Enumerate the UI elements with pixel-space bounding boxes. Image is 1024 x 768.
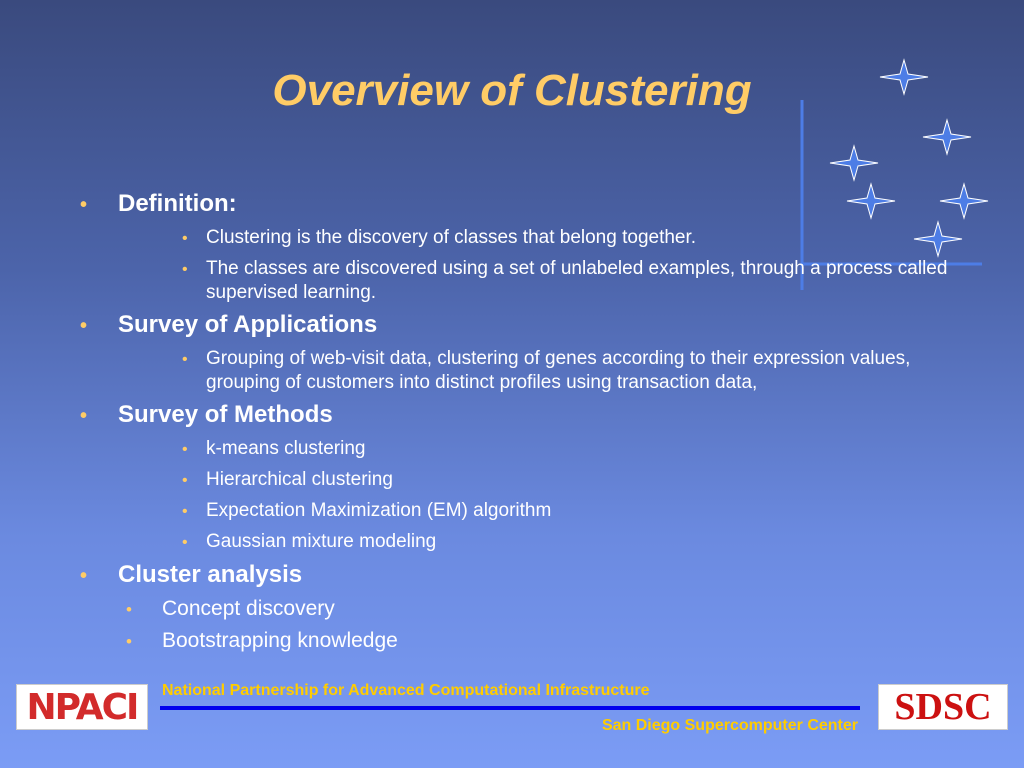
list-item-text: Clustering is the discovery of classes that belong together.: [206, 227, 697, 248]
bullet: •: [80, 565, 88, 587]
bullet: •: [182, 351, 188, 368]
section-heading: [72, 311, 992, 339]
list-item: [126, 629, 992, 653]
list-item: [182, 468, 992, 493]
list-item: [182, 257, 992, 305]
bullet: •: [80, 315, 88, 337]
list-item-text: The classes are discovered using a set of unlabeled examples, through a process called supervised learning.: [206, 258, 948, 303]
bullet: •: [182, 472, 188, 489]
list-item-text: k-means clustering: [206, 438, 366, 459]
list-item-text: Expectation Maximization (EM) algorithm: [206, 500, 552, 521]
footer-divider: [160, 706, 860, 710]
bullet: •: [182, 441, 188, 458]
section-heading-text: Definition:: [118, 190, 237, 217]
footer-center-name: San Diego Supercomputer Center: [601, 717, 858, 734]
bullet: •: [80, 194, 88, 216]
slide-title: Overview of Clustering: [272, 66, 752, 115]
list-item-text: Gaussian mixture modeling: [206, 531, 437, 552]
list-item: [182, 226, 992, 251]
star-icon: [923, 120, 971, 154]
bullet: •: [126, 632, 132, 651]
bullet: •: [126, 600, 132, 619]
bullet: •: [182, 503, 188, 520]
npaci-logo: NPACI: [16, 684, 148, 730]
star-icon: [830, 146, 878, 180]
list-item-text: Hierarchical clustering: [206, 469, 393, 490]
section-heading: [72, 190, 992, 218]
section-heading-text: Cluster analysis: [118, 561, 303, 588]
slide-body: [72, 190, 992, 661]
bullet: •: [80, 405, 88, 427]
section-heading-text: Survey of Methods: [118, 401, 333, 428]
bullet: •: [182, 261, 188, 278]
list-item: [182, 437, 992, 462]
list-item-text: Bootstrapping knowledge: [162, 629, 398, 652]
footer-org-name: National Partnership for Advanced Computational Infrastructure: [162, 682, 650, 699]
list-item: [126, 597, 992, 621]
list-item-text: Concept discovery: [162, 597, 335, 620]
bullet: •: [182, 534, 188, 551]
bullet: •: [182, 230, 188, 247]
list-item-text: Grouping of web-visit data, clustering of genes according to their expression values, grouping of customers into distinct profiles using transaction data,: [206, 348, 911, 393]
star-icon: [880, 60, 928, 94]
section-heading: [72, 401, 992, 429]
sdsc-logo: SDSC: [878, 684, 1008, 730]
section-heading-text: Survey of Applications: [118, 311, 378, 338]
list-item: [182, 530, 992, 555]
list-item: [182, 499, 992, 524]
list-item: [182, 347, 992, 395]
section-heading: [72, 561, 992, 589]
